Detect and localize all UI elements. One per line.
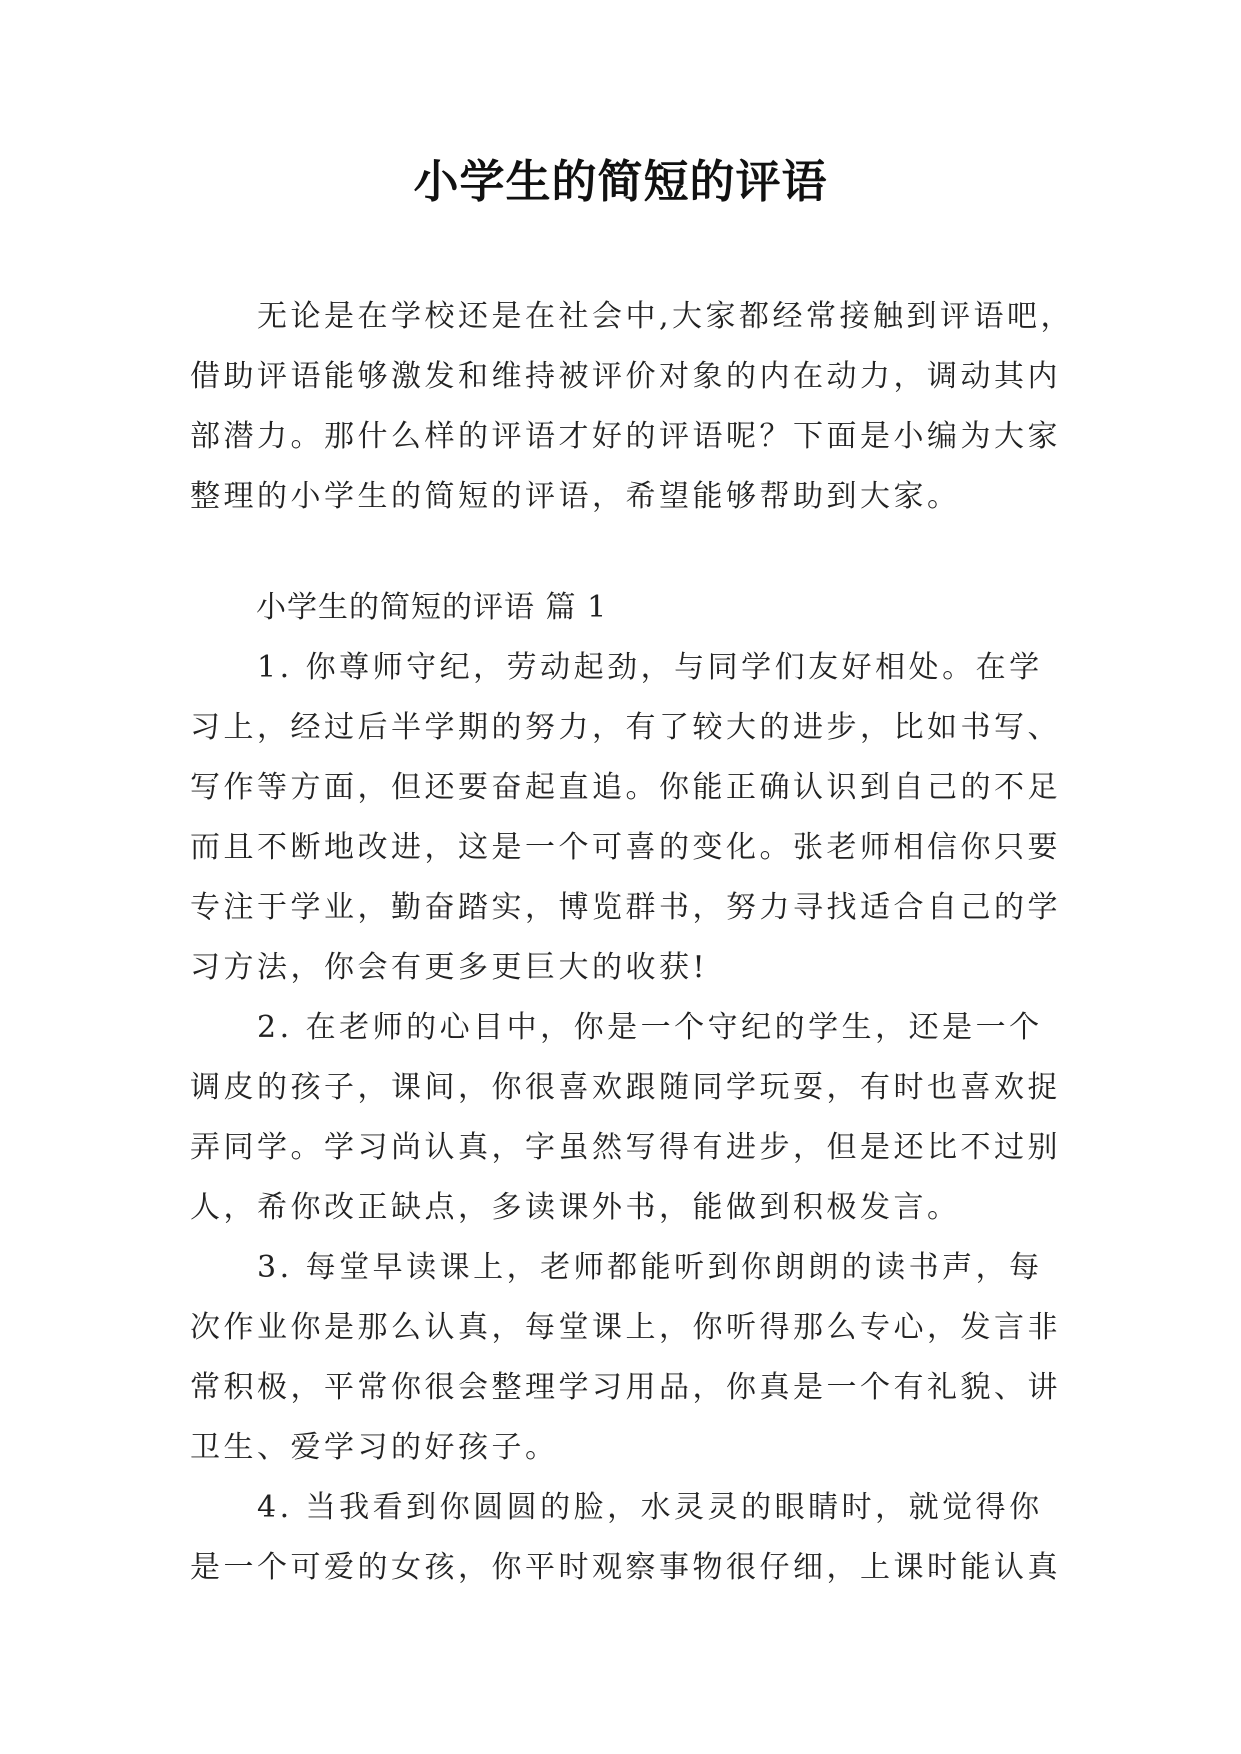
comment-line: 习方法，你会有更多更巨大的收获!	[190, 950, 709, 985]
section-heading: 小学生的简短的评语 篇 1	[256, 590, 608, 625]
comment-line: 而且不断地改进，这是一个可喜的变化。张老师相信你只要	[190, 830, 1061, 865]
comment-line: 弄同学。学习尚认真，字虽然写得有进步，但是还比不过别	[190, 1130, 1061, 1165]
comment-line: 3. 每堂早读课上，老师都能听到你朗朗的读书声，每	[190, 1250, 1043, 1285]
comment-line: 2. 在老师的心目中，你是一个守纪的学生，还是一个	[190, 1010, 1043, 1045]
comment-line: 习上，经过后半学期的努力，有了较大的进步，比如书写、	[190, 710, 1061, 745]
intro-paragraph	[190, 287, 1075, 527]
comment-line: 4. 当我看到你圆圆的脸，水灵灵的眼睛时，就觉得你	[190, 1490, 1043, 1525]
comment-line: 写作等方面，但还要奋起直追。你能正确认识到自己的不足	[190, 770, 1061, 805]
comment-list	[190, 638, 1070, 1598]
comment-line: 人，希你改正缺点，多读课外书，能做到积极发言。	[190, 1190, 961, 1225]
comment-line: 调皮的孩子，课间，你很喜欢跟随同学玩耍，有时也喜欢捉	[190, 1070, 1061, 1105]
intro-line: 借助评语能够激发和维持被评价对象的内在动力，调动其内	[190, 359, 1061, 394]
comment-line: 常积极，平常你很会整理学习用品，你真是一个有礼貌、讲	[190, 1370, 1061, 1405]
comment-line: 专注于学业，勤奋踏实，博览群书，努力寻找适合自己的学	[190, 890, 1061, 925]
document-title: 小学生的简短的评语	[413, 155, 828, 208]
comment-line: 1. 你尊师守纪，劳动起劲，与同学们友好相处。在学	[190, 650, 1043, 685]
comment-line: 是一个可爱的女孩，你平时观察事物很仔细，上课时能认真	[190, 1550, 1061, 1585]
intro-line: 整理的小学生的简短的评语，希望能够帮助到大家。	[190, 479, 961, 514]
intro-line: 无论是在学校还是在社会中,大家都经常接触到评语吧，	[190, 299, 1075, 334]
comment-line: 次作业你是那么认真，每堂课上，你听得那么专心，发言非	[190, 1310, 1061, 1345]
comment-line: 卫生、爱学习的好孩子。	[190, 1430, 559, 1465]
intro-line: 部潜力。那什么样的评语才好的评语呢？下面是小编为大家	[190, 419, 1061, 454]
